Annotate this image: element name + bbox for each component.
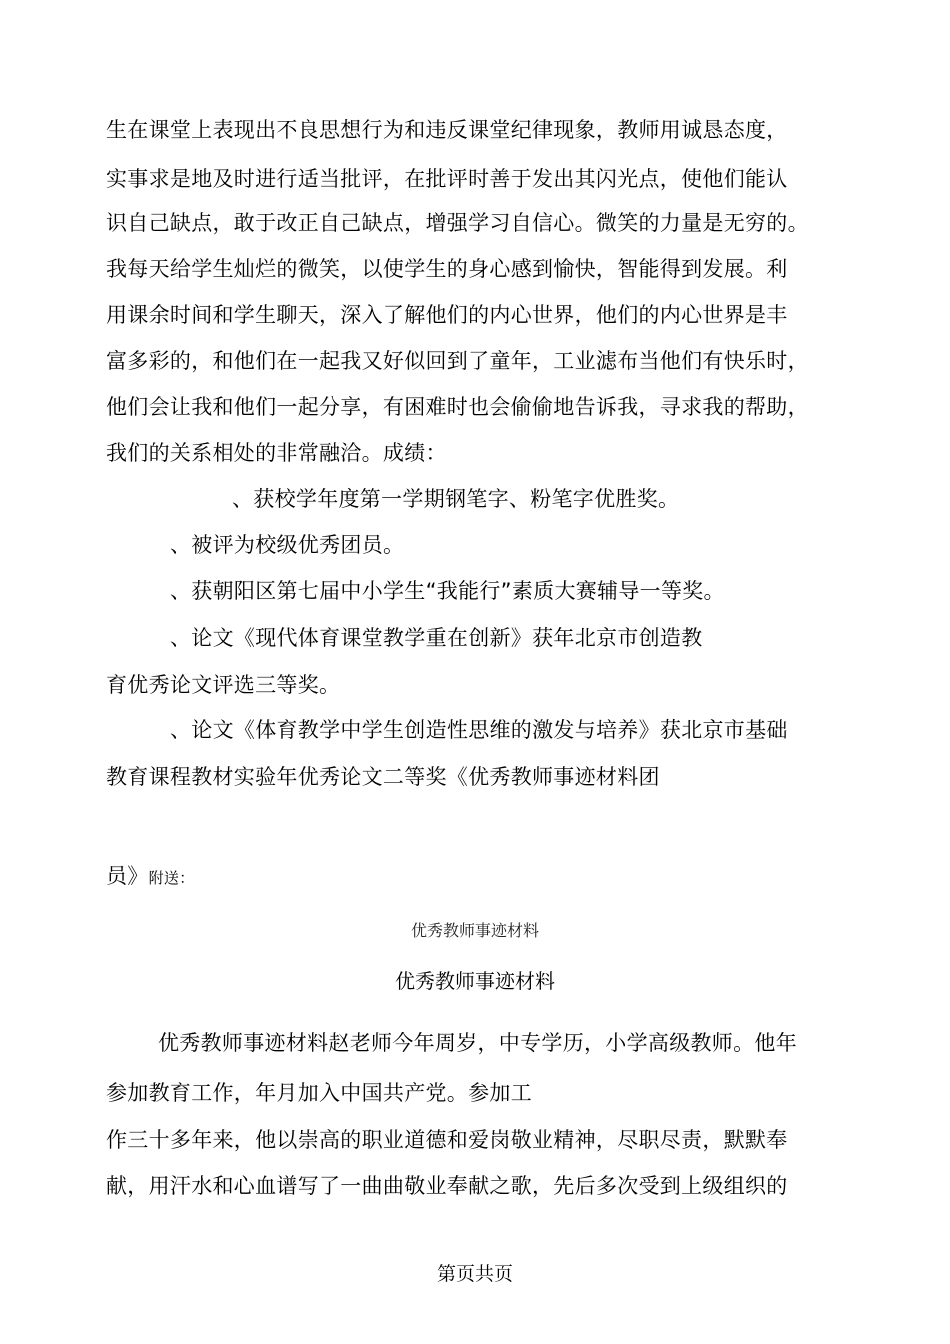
body-line: 富多彩的，和他们在一起我又好似回到了童年，工业滤布当他们有快乐时， [106,349,809,373]
profile-line: 参加教育工作，年月加入中国共产党。参加工 [106,1081,532,1105]
body-line: 生在课堂上表现出不良思想行为和违反课堂纪律现象，教师用诚恳态度， [106,118,788,142]
body-line: 用课余时间和学生聊天，深入了解他们的内心世界，他们的内心世界是丰 [106,303,788,327]
profile-line: 作三十多年来，他以崇高的职业道德和爱岗敬业精神，尽职尽责，默默奉 [106,1128,788,1152]
profile-line: 优秀教师事迹材料赵老师今年周岁，中专学历，小学高级教师。他年 [158,1031,797,1055]
profile-line: 献，用汗水和心血谱写了一曲曲敬业奉献之歌，先后多次受到上级组织的 [106,1174,788,1198]
achievement-item: 、获校学年度第一学期钢笔字、粉笔字优胜奖。 [232,487,680,511]
achievement-item: 、论文《现代体育课堂教学重在创新》获年北京市创造教 [170,626,703,650]
body-line: 识自己缺点，敢于改正自己缺点，增强学习自信心。微笑的力量是无穷的。 [106,211,809,235]
appendix-lead: 员》 [106,864,149,888]
body-line: 他们会让我和他们一起分享，有困难时也会偷偷地告诉我，寻求我的帮助， [106,395,809,419]
achievement-item: 、论文《体育教学中学生创造性思维的激发与培养》获北京市基础 [170,718,788,742]
section-subtitle: 优秀教师事迹材料 [410,921,539,940]
achievement-item-continued: 教育课程教材实验年优秀论文二等奖《优秀教师事迹材料团 [106,765,660,789]
body-line: 我们的关系相处的非常融洽。成绩： [106,441,447,465]
body-line: 实事求是地及时进行适当批评，在批评时善于发出其闪光点，使他们能认 [106,167,788,191]
achievement-item: 、被评为校级优秀团员。 [170,533,405,557]
appendix-line [106,863,195,891]
appendix-label: 附送： [148,869,195,887]
achievement-item: 、获朝阳区第七届中小学生“我能行”素质大赛辅导一等奖。 [170,579,725,603]
page-footer: 第页共页 [436,1263,513,1285]
achievement-item-continued: 育优秀论文评选三等奖。 [106,673,341,697]
body-line: 我每天给学生灿烂的微笑，以使学生的身心感到愉快，智能得到发展。利 [106,257,788,281]
section-title: 优秀教师事迹材料 [395,969,555,993]
